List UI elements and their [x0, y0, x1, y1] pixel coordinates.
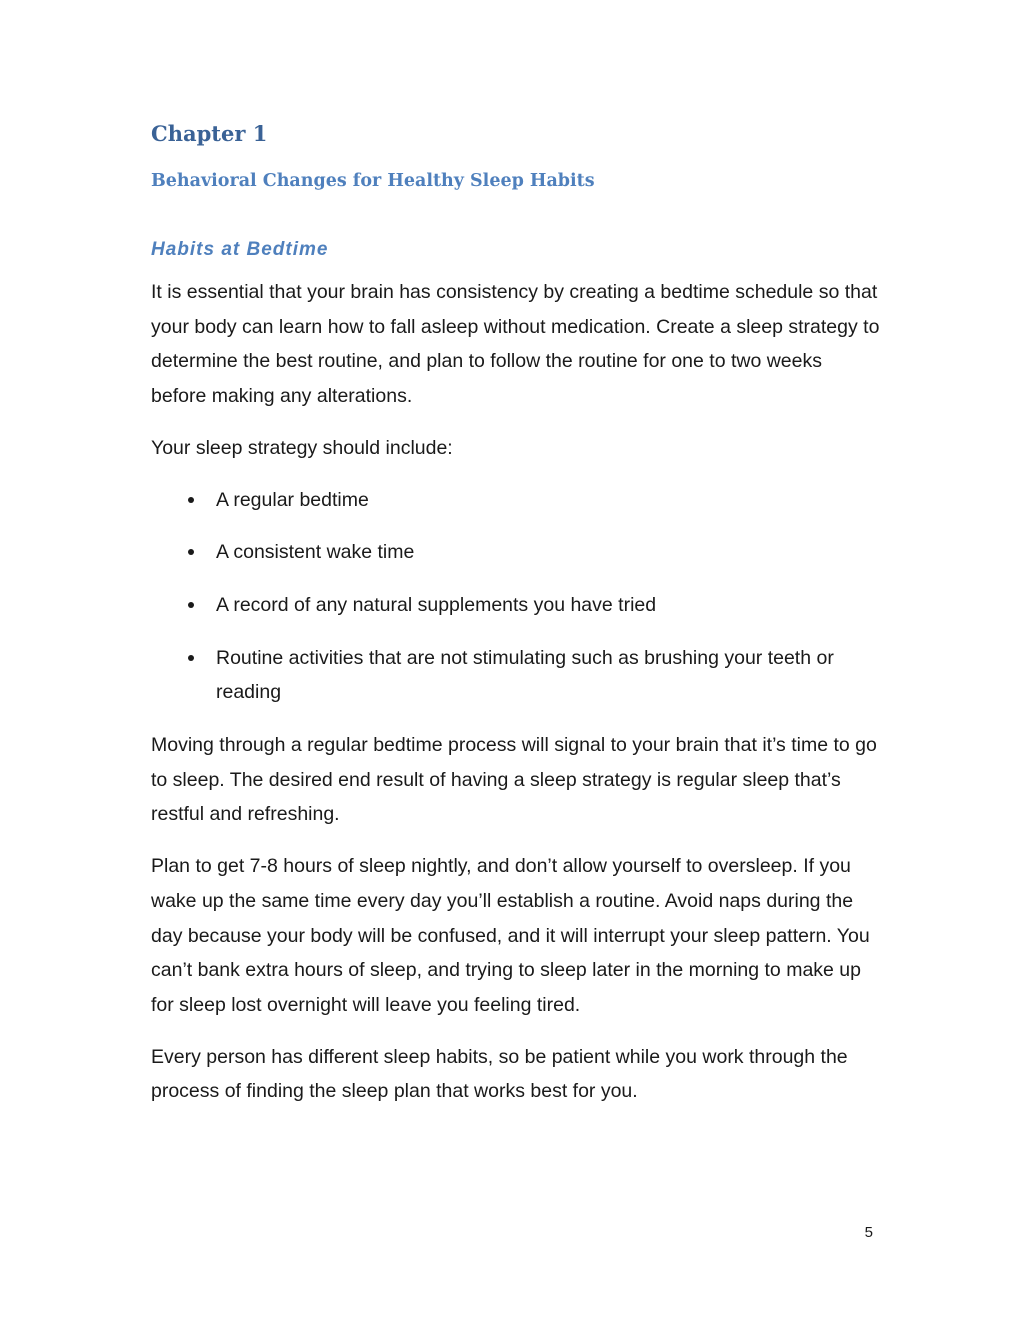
bullet-text: Routine activities that are not stimulating such as brushing your teeth or reading: [216, 646, 834, 704]
bullet-item: [151, 588, 881, 623]
bullet-icon: [188, 655, 194, 661]
bullet-text: A consistent wake time: [216, 541, 415, 564]
page-content: [151, 112, 881, 1109]
intro-paragraph: It is essential that your brain has consistency by creating a bedtime schedule so that your body can learn how to fall asleep without medication. Create a sleep strategy to determine the best routine, and plan to follow the routine for one to two weeks before making any alterations.: [151, 281, 880, 408]
chapter-subtitle: Behavioral Changes for Healthy Sleep Habits: [151, 171, 595, 191]
section-heading: Habits at Bedtime: [151, 239, 329, 260]
bullet-item: [151, 535, 881, 570]
sleep-hours-paragraph: Plan to get 7-8 hours of sleep nightly, and don’t allow yourself to oversleep. If you wake up the same time every day you’ll establish a routine. Avoid naps during the day because your body will be confused, and it will interrupt your sleep pattern. You can’t bank extra hours of sleep, and trying to sleep later in the morning to make up for sleep lost overnight will leave you feeling tired.: [151, 855, 870, 1016]
bullet-icon: [188, 549, 194, 555]
chapter-title: Chapter 1: [151, 121, 268, 146]
bullet-item: [151, 483, 881, 518]
page-number: 5: [864, 1224, 873, 1241]
bullet-text: A record of any natural supplements you have tried: [216, 593, 657, 616]
bedtime-process-paragraph: Moving through a regular bedtime process will signal to your brain that it’s time to go to sleep. The desired end result of having a sleep strategy is regular sleep that’s restful and refreshing.: [151, 734, 877, 826]
bullet-icon: [188, 497, 194, 503]
strategy-lead-paragraph: Your sleep strategy should include:: [151, 436, 453, 459]
bullet-text: A regular bedtime: [216, 488, 369, 511]
strategy-bullet-list: [151, 483, 881, 711]
closing-paragraph: Every person has different sleep habits, so be patient while you work through the process of finding the sleep plan that works best for you.: [151, 1045, 848, 1103]
bullet-icon: [188, 602, 194, 608]
bullet-item: [151, 641, 881, 710]
